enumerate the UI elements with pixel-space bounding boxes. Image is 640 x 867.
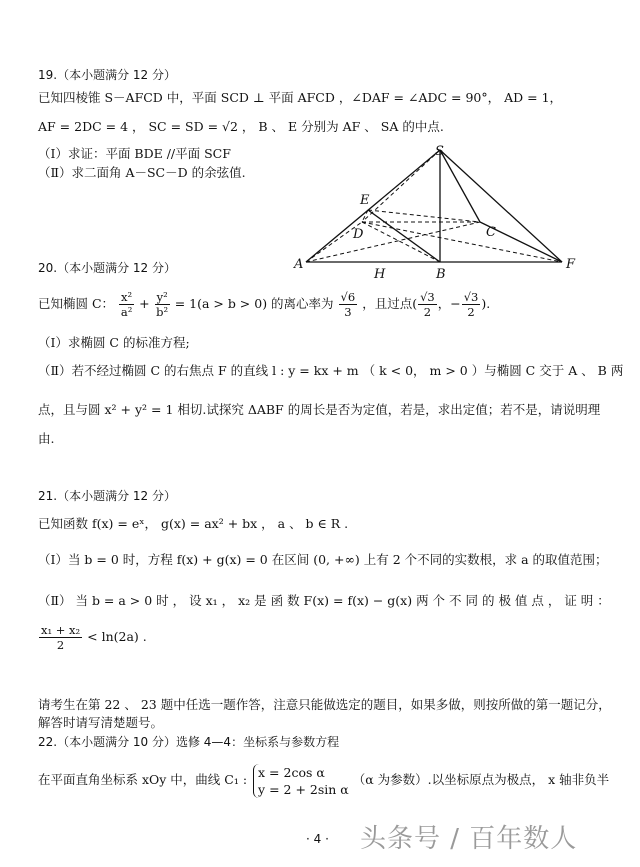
q19-part2: （Ⅱ）求二面角 A－SC－D 的余弦值. xyxy=(38,165,246,180)
frac-x1-x2: $\frac{\text{x₁ + x₂}}{2}$ xyxy=(41,623,81,652)
q19-part1: （Ⅰ）求证：平面 BDE //平面 SCF xyxy=(38,146,231,161)
q21-part2: （Ⅱ） 当 b = a > 0 时 ， 设 x₁ ， x₂ 是 函 数 F(x) = f(x) − g(x) 两 个 不 同 的 极 值 点 ， 证 明 ： xyxy=(38,593,610,608)
parametric-system: x = 2cos α y = 2 + 2sin α xyxy=(253,764,349,798)
label-D: D xyxy=(353,227,364,242)
edge-SD-hidden xyxy=(362,150,440,222)
q19-header: 19.（本小题满分 12 分） xyxy=(38,68,176,82)
q21-header: 21.（本小题满分 12 分） xyxy=(38,489,176,503)
page-number: · 4 · xyxy=(306,832,329,846)
pyramid-figure xyxy=(290,140,590,280)
q19-condition-line2: AF = 2DC = 4 ， SC = SD = √2 ， B 、 E 分别为 AF 、 SA 的中点. xyxy=(38,119,444,134)
q21-inequality: $\frac{\text{x₁ + x₂}}{2}$ < ln(2a) . xyxy=(41,623,147,652)
q20-part2-line2: 点，且与圆 x² + y² = 1 相切.试探究 ΔABF 的周长是否为定值，若是，求出定值；若不是，请说明理 xyxy=(38,402,601,417)
watermark: 头条号 / 百年数人 xyxy=(360,824,578,854)
edge-DB-hidden xyxy=(362,222,440,262)
q20-text-b: = 1(a > b > 0) 的离心率为 xyxy=(174,296,334,311)
frac-point-y: $\frac{√3}{2}$ xyxy=(463,290,479,319)
q20-condition-line: 已知椭圆 C： $\frac{\text{x²}}{\text{a²}}$ + $\frac{\text{y²}}{\text{b²}}$ = 1(a > b > 0) 的离心率为 $\frac{√6}{3}$ ，且过点( $\frac{√3}{2}$ ，− $\frac{√3}{2}$ ). xyxy=(38,290,491,319)
q20-part2-line1: （Ⅱ）若不经过椭圆 C 的右焦点 F 的直线 l : y = kx + m （ k < 0， m > 0 ）与椭圆 C 交于 A 、 B 两 xyxy=(38,363,624,378)
edge-EB xyxy=(368,210,440,262)
label-E: E xyxy=(360,193,370,208)
q22-header: 22.（本小题满分 10 分）选修 4—4：坐标系与参数方程 xyxy=(38,735,340,749)
edge-ED-hidden xyxy=(362,210,368,222)
frac-point-x: $\frac{√3}{2}$ xyxy=(420,290,435,319)
q21-part1: （Ⅰ）当 b = 0 时，方程 f(x) + g(x) = 0 在区间 (0, +∞) 上有 2 个不同的实数根，求 a 的取值范围； xyxy=(38,552,608,567)
note-line1: 请考生在第 22 、 23 题中任选一题作答，注意只能做选定的题目，如果多做，则按所做的第一题记分， xyxy=(38,697,611,712)
q22-condition: 在平面直角坐标系 xOy 中，曲线 C₁ : x = 2cos α y = 2 + 2sin α （α 为参数）.以坐标原点为极点， x 轴非负半 xyxy=(38,764,610,797)
q20-part2-line3: 由. xyxy=(38,431,55,446)
frac-y2-b2: $\frac{\text{y²}}{\text{b²}}$ xyxy=(156,290,169,319)
label-C: C xyxy=(486,225,496,240)
edge-SA xyxy=(306,150,440,262)
q20-part1: （Ⅰ）求椭圆 C 的标准方程; xyxy=(38,335,190,350)
edge-SC xyxy=(440,150,480,222)
note-line2: 解答时请写清楚题号。 xyxy=(38,715,164,730)
label-H: H xyxy=(374,267,386,280)
edge-EC-hidden xyxy=(368,210,480,222)
q21-condition: 已知函数 f(x) = eˣ， g(x) = ax² + bx ， a 、 b ∈ R . xyxy=(38,516,349,531)
label-B: B xyxy=(436,267,446,280)
edge-SF xyxy=(440,150,562,262)
q20-text-a: 已知椭圆 C： xyxy=(38,296,115,311)
label-F: F xyxy=(566,257,576,272)
q20-text-c: ，且过点( xyxy=(362,296,418,311)
frac-x2-a2: $\frac{\text{x²}}{\text{a²}}$ xyxy=(120,290,133,319)
q20-header: 20.（本小题满分 12 分） xyxy=(38,261,176,275)
label-A: A xyxy=(294,257,304,272)
q19-condition-line1: 已知四棱锥 S－AFCD 中，平面 SCD ⊥ 平面 AFCD ，∠DAF = ∠ADC = 90°， AD = 1， xyxy=(38,90,563,105)
edge-DF-hidden xyxy=(362,222,562,262)
label-S: S xyxy=(435,144,444,159)
frac-eccentricity: $\frac{√6}{3}$ xyxy=(340,290,356,319)
